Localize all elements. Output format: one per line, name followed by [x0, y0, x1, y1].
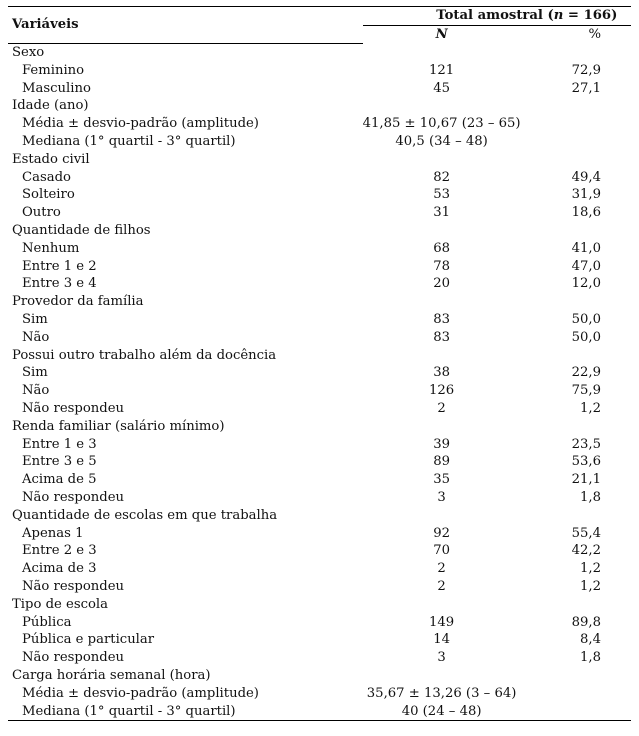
pct-cell: 49,4 — [571, 169, 601, 185]
group-label: Quantidade de filhos — [12, 223, 151, 239]
n-cell: 35 — [433, 472, 450, 488]
table-row — [8, 649, 631, 667]
table-row — [8, 542, 631, 560]
table-row — [8, 240, 631, 258]
pct-cell: 50,0 — [571, 329, 601, 345]
pct-cell — [521, 703, 631, 721]
row-label: Média ± desvio-padrão (amplitude) — [22, 685, 259, 701]
group-label: Provedor da família — [12, 294, 144, 310]
n-cell — [363, 347, 521, 365]
pct-cell — [521, 44, 631, 62]
row-label: Não respondeu — [22, 401, 125, 417]
group-row — [8, 44, 631, 62]
table-row — [8, 275, 631, 293]
n-cell: 83 — [433, 312, 450, 328]
n-cell: 82 — [433, 169, 450, 185]
pct-cell: 55,4 — [571, 525, 601, 541]
table-row — [8, 578, 631, 596]
group-label: Renda familiar (salário mínimo) — [12, 418, 225, 434]
group-label: Tipo de escola — [12, 596, 109, 612]
n-cell — [363, 97, 521, 115]
n-cell: 31 — [433, 205, 450, 221]
pct-cell — [521, 222, 631, 240]
group-row — [8, 151, 631, 169]
row-label: Não respondeu — [22, 579, 125, 594]
pct-cell — [521, 685, 631, 703]
n-cell — [363, 667, 521, 685]
n-cell: 41,85 ± 10,67 (23 – 65) — [362, 116, 521, 132]
row-label: Não respondeu — [22, 490, 125, 506]
table-row — [8, 133, 631, 151]
header-pct — [521, 25, 631, 43]
pct-cell: 8,4 — [580, 632, 601, 648]
row-label: Sim — [22, 312, 48, 328]
header-total-prefix: Total amostral ( — [436, 8, 554, 23]
n-cell: 126 — [429, 383, 455, 399]
pct-cell — [521, 115, 631, 133]
table-row — [8, 204, 631, 222]
row-label: Nenhum — [22, 240, 80, 256]
n-cell: 2 — [437, 579, 446, 594]
row-label: Sim — [22, 365, 48, 381]
n-cell — [363, 293, 521, 311]
n-cell: 20 — [433, 276, 450, 292]
row-label: Masculino — [22, 80, 91, 96]
row-label: Média ± desvio-padrão (amplitude) — [22, 116, 259, 132]
n-cell — [363, 418, 521, 436]
n-cell: 35,67 ± 13,26 (3 – 64) — [366, 685, 517, 701]
group-row — [8, 596, 631, 614]
group-label: Sexo — [12, 45, 45, 61]
group-row — [8, 293, 631, 311]
row-label: Feminino — [22, 62, 85, 78]
n-cell: 121 — [429, 62, 455, 78]
table-row — [8, 560, 631, 578]
n-cell: 14 — [433, 632, 450, 648]
n-cell: 149 — [429, 614, 455, 630]
pct-cell: 1,8 — [580, 490, 601, 506]
row-label: Apenas 1 — [22, 525, 84, 541]
n-cell: 92 — [433, 525, 450, 541]
group-row — [8, 97, 631, 115]
pct-cell: 31,9 — [571, 187, 601, 203]
pct-cell — [521, 347, 631, 365]
table-row — [8, 436, 631, 454]
pct-cell: 18,6 — [571, 205, 601, 221]
pct-cell: 72,9 — [571, 62, 601, 78]
table-row — [8, 703, 631, 721]
data-table — [8, 6, 631, 721]
row-label: Pública e particular — [22, 632, 155, 648]
row-label: Acima de 3 — [22, 561, 97, 577]
table-body — [8, 44, 631, 721]
pct-cell: 75,9 — [571, 383, 601, 399]
group-label: Estado civil — [12, 151, 90, 167]
group-row — [8, 667, 631, 685]
n-cell — [363, 44, 521, 62]
n-cell: 83 — [433, 329, 450, 345]
n-cell: 39 — [433, 436, 450, 452]
row-label: Acima de 5 — [22, 472, 97, 488]
row-label: Solteiro — [22, 187, 75, 203]
pct-cell — [521, 151, 631, 169]
pct-cell: 1,2 — [580, 561, 601, 577]
row-label: Entre 1 e 2 — [22, 258, 97, 274]
group-row — [8, 418, 631, 436]
table-row — [8, 614, 631, 632]
pct-cell: 53,6 — [571, 454, 601, 470]
table-row — [8, 62, 631, 80]
row-label: Entre 3 e 4 — [22, 276, 97, 292]
n-cell: 38 — [433, 365, 450, 381]
header-row-1 — [8, 7, 631, 26]
pct-cell: 27,1 — [571, 80, 601, 96]
table-row — [8, 186, 631, 204]
header-variables-text: Variáveis — [12, 17, 79, 33]
n-cell: 68 — [433, 240, 450, 256]
n-cell: 40 (24 – 48) — [363, 703, 521, 721]
n-cell — [363, 222, 521, 240]
table-row — [8, 258, 631, 276]
row-label: Mediana (1° quartil - 3° quartil) — [8, 703, 363, 721]
row-label: Casado — [22, 169, 71, 185]
n-cell: 78 — [433, 258, 450, 274]
table-row — [8, 685, 631, 703]
n-cell: 3 — [437, 650, 446, 666]
table-row — [8, 115, 631, 133]
table-row — [8, 311, 631, 329]
table-row — [8, 453, 631, 471]
pct-cell: 1,2 — [580, 401, 601, 417]
row-label: Outro — [22, 205, 61, 221]
row-label: Pública — [22, 614, 72, 630]
pct-cell — [521, 667, 631, 685]
pct-cell: 89,8 — [571, 614, 601, 630]
pct-cell: 22,9 — [571, 365, 601, 381]
pct-cell: 23,5 — [571, 436, 601, 452]
row-label: Não respondeu — [22, 650, 125, 666]
row-label: Entre 1 e 3 — [22, 436, 97, 452]
row-label: Não — [22, 329, 50, 345]
table-container — [8, 6, 631, 721]
group-row — [8, 507, 631, 525]
header-n — [363, 25, 521, 43]
group-label: Possui outro trabalho além da docência — [12, 347, 277, 363]
n-cell: 3 — [437, 490, 446, 506]
group-label: Quantidade de escolas em que trabalha — [12, 507, 278, 523]
pct-cell: 47,0 — [571, 258, 601, 274]
header-variables — [8, 7, 363, 44]
pct-cell — [521, 97, 631, 115]
table-row — [8, 364, 631, 382]
table-row — [8, 525, 631, 543]
table-row — [8, 489, 631, 507]
header-total-suffix: = 166) — [563, 8, 618, 23]
header-n-text: N — [435, 26, 448, 42]
n-cell — [363, 596, 521, 614]
table-row — [8, 400, 631, 418]
pct-cell: 42,2 — [571, 543, 601, 559]
pct-cell: 1,8 — [580, 650, 601, 666]
group-label: Carga horária semanal (hora) — [12, 667, 211, 683]
table-row — [8, 169, 631, 187]
table-row — [8, 631, 631, 649]
pct-cell: 41,0 — [571, 240, 601, 256]
n-cell — [363, 151, 521, 169]
n-cell: 70 — [433, 543, 450, 559]
row-label: Entre 2 e 3 — [22, 543, 97, 559]
group-row — [8, 222, 631, 240]
n-cell: 40,5 (34 – 48) — [395, 134, 488, 150]
header-total — [363, 7, 631, 26]
pct-cell: 1,2 — [580, 579, 601, 594]
n-cell: 45 — [433, 80, 450, 96]
n-cell: 2 — [437, 401, 446, 417]
n-cell — [363, 507, 521, 525]
pct-cell — [521, 418, 631, 436]
pct-cell: 12,0 — [571, 276, 601, 292]
table-row — [8, 329, 631, 347]
header-total-n: n — [553, 8, 564, 23]
pct-cell — [521, 507, 631, 525]
pct-cell: 50,0 — [571, 312, 601, 328]
n-cell: 2 — [437, 561, 446, 577]
table-row — [8, 80, 631, 98]
row-label: Não — [22, 383, 50, 399]
pct-cell — [521, 293, 631, 311]
n-cell: 53 — [433, 187, 450, 203]
group-row — [8, 347, 631, 365]
table-row — [8, 382, 631, 400]
n-cell: 89 — [433, 454, 450, 470]
row-label: Mediana (1° quartil - 3° quartil) — [22, 134, 236, 150]
group-label: Idade (ano) — [12, 98, 89, 114]
pct-cell — [521, 133, 631, 151]
header-pct-text: % — [588, 26, 601, 42]
table-row — [8, 471, 631, 489]
row-label: Entre 3 e 5 — [22, 454, 97, 470]
pct-cell — [521, 596, 631, 614]
pct-cell: 21,1 — [571, 472, 601, 488]
